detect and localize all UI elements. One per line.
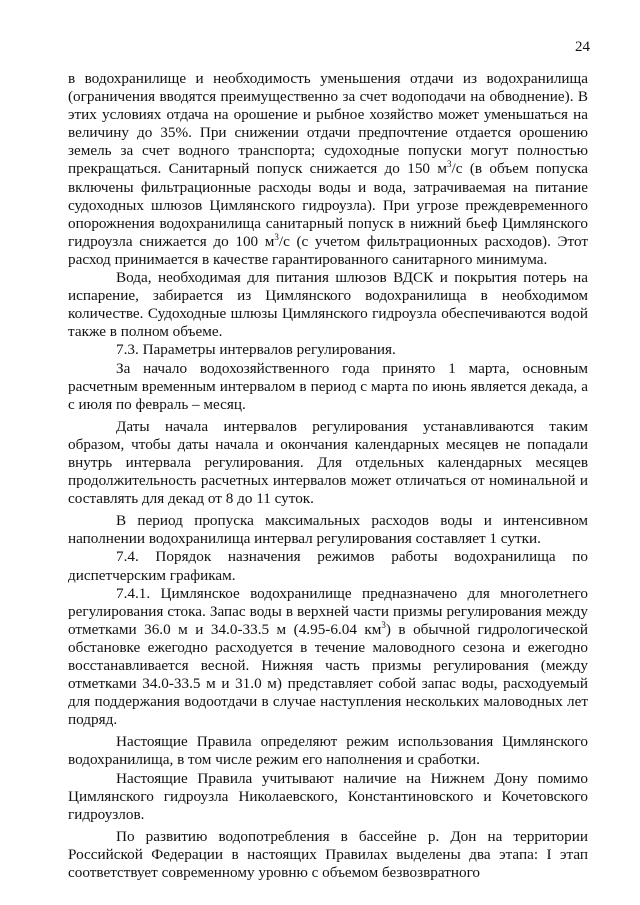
- text-run: 7.4.1. Цимлянское водохранилище предназначено для многолетнего регулирования стока. Запас воды в верхней части призмы регулирования между отметками 36.0 м и 34.0-33.5 м (4.95-6.04 км: [68, 584, 588, 638]
- superscript: 3: [274, 231, 279, 242]
- paragraph: [68, 269, 588, 341]
- paragraph: [68, 360, 588, 414]
- paragraph: [68, 733, 588, 769]
- text-run: 7.4. Порядок назначения режимов работы водохранилища по диспетчерским графикам.: [68, 548, 588, 584]
- text-run: В период пропуска максимальных расходов воды и интенсивном наполнении водохранилища интервал регулирования составляет 1 сутки.: [68, 512, 588, 548]
- text-run: 7.3. Параметры интервалов регулирования.: [116, 341, 396, 359]
- text-run: /с (с учетом фильтрационных расходов). Этот расход принимается в качестве гарантированного санитарного минимума.: [68, 232, 588, 268]
- text-run: За начало водохозяйственного года принято 1 марта, основным расчетным временным интервалом в период с марта по июнь является декада, а с июля по февраль – месяц.: [68, 359, 588, 413]
- page-number: 24: [575, 39, 590, 55]
- text-run: По развитию водопотребления в бассейне р. Дон на территории Российской Федерации в настоящих Правилах выделены два этапа: I этап соответствует современному уровню с объемом безвозвратного: [68, 827, 588, 882]
- paragraph: [68, 512, 588, 548]
- text-run: Вода, необходимая для питания шлюзов ВДСК и покрытия потерь на испарение, забирается из Цимлянского водохранилища в необходимом количестве. Судоходные шлюзы Цимлянского гидроузла обеспечиваются водой также в полном объеме.: [68, 269, 588, 341]
- paragraph: [68, 341, 588, 359]
- paragraph: [68, 585, 588, 730]
- text-run: Настоящие Правила определяют режим использования Цимлянского водохранилища, в том числе режим его наполнения и сработки.: [68, 733, 588, 769]
- paragraph: [68, 418, 588, 508]
- text-run: Даты начала интервалов регулирования устанавливаются таким образом, чтобы даты начала и окончания календарных месяцев не попадали внутрь интервала регулирования. Для отдельных календарных месяцев продолжительность расчетных интервалов может отличаться от номинальной и составлять для декад от 8 до 11 суток.: [68, 417, 588, 508]
- paragraph: [68, 770, 588, 824]
- text-run: в водохранилище и необходимость уменьшения отдачи из водохранилища (ограничения вводятся преимущественно за счет водоподачи на обводнение). В этих условиях отдача на орошение и рыбное хозяйство может уменьшаться на величину до 35%. При снижении отдачи предпочтение отдается орошению земель за счет водного транспорта; судоходные попуски могут полностью прекращаться. Санитарный попуск снижается до 150 м: [68, 70, 588, 178]
- paragraph: [68, 828, 588, 882]
- paragraph: [68, 70, 588, 269]
- text-run: ) в обычной гидрологической обстановке ежегодно расходуется в течение маловодного сезона и ежегодно восстанавливается весной. Нижняя часть призмы регулирования (между отметками 34.0-33.5 м и 31.0 м) представляет собой запас воды, расходуемый для поддержания водоотдачи в случае наступления нескольких маловодных лет подряд.: [68, 620, 588, 729]
- text-run: /с (в объем попуска включены фильтрационные расходы воды и вода, затрачиваемая на питание судоходных шлюзов Цимлянского гидроузла). При угрозе преждевременного опорожнения водохранилища санитарный попуск в нижний бьеф Цимлянского гидроузла снижается до 100 м: [68, 160, 588, 250]
- body-text: [68, 70, 588, 882]
- paragraph: [68, 548, 588, 584]
- superscript: 3: [381, 619, 386, 630]
- text-run: Настоящие Правила учитывают наличие на Нижнем Дону помимо Цимлянского гидроузла Николаевского, Константиновского и Кочетовского гидроузлов.: [68, 769, 588, 823]
- superscript: 3: [447, 159, 452, 170]
